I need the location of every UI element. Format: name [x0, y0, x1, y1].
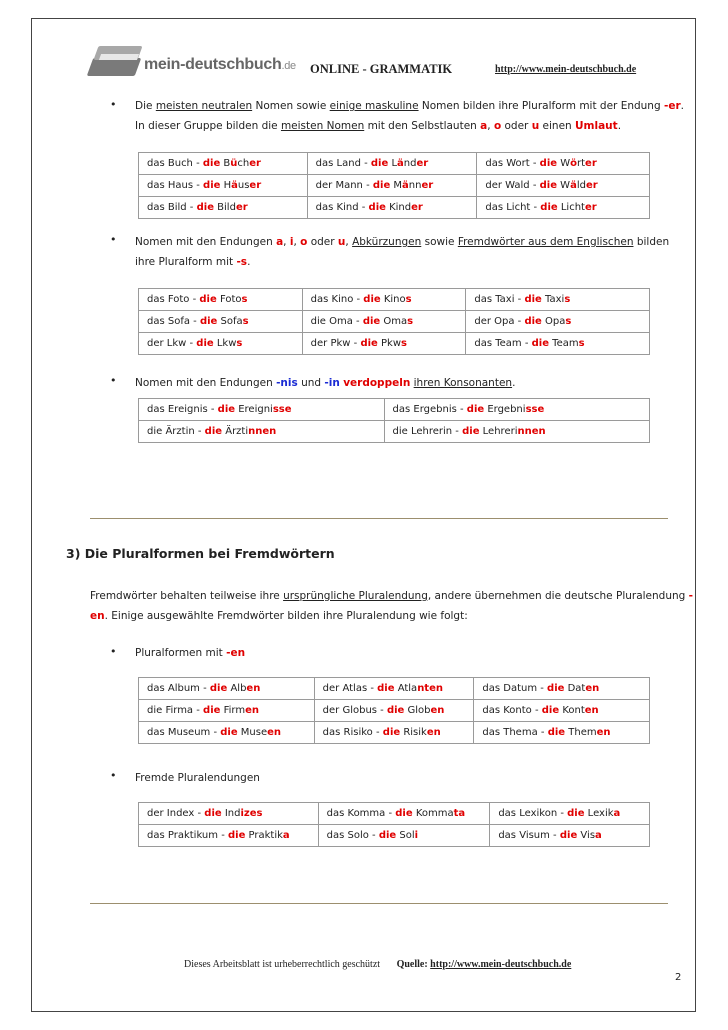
text-span: der Lkw - — [147, 338, 197, 349]
text-span: Team — [549, 338, 579, 349]
text-span: ä — [397, 158, 404, 169]
text-span: die — [547, 727, 566, 738]
text-span: er — [411, 202, 423, 213]
text-span: die — [209, 683, 228, 694]
table-row — [139, 175, 650, 197]
text-span: die — [466, 404, 485, 415]
text-span: das Praktikum - — [147, 830, 228, 841]
text-span: o — [300, 236, 308, 248]
text-span: das Komma - — [326, 808, 396, 819]
foreign-intro-line1 — [90, 589, 693, 603]
source-url-link[interactable]: http://www.mein-deutschbuch.de — [430, 959, 572, 970]
text-span: die Firma - — [147, 705, 204, 716]
text-span: bilden — [633, 236, 670, 248]
text-span: izes — [240, 808, 263, 819]
text-span: ä — [231, 180, 238, 191]
text-span: die — [524, 294, 542, 305]
text-span: Praktik — [245, 830, 283, 841]
text-span: -in — [324, 377, 340, 389]
page-number: 2 — [675, 972, 682, 983]
text-span: mit den Selbstlauten — [364, 120, 481, 132]
text-span: das Thema - — [482, 727, 548, 738]
text-span: der Pkw - — [310, 338, 361, 349]
table-cell — [139, 421, 385, 443]
text-span: M — [390, 180, 403, 191]
text-span: das Visum - — [498, 830, 560, 841]
rule-s-line1 — [135, 235, 669, 249]
text-span: ü — [230, 158, 238, 169]
table-cell — [139, 399, 385, 421]
text-span: W — [557, 180, 571, 191]
text-span: -nis — [276, 377, 298, 389]
table-cell — [302, 333, 466, 355]
table-cell — [139, 700, 315, 722]
rule-nis-in — [135, 376, 515, 390]
section-heading: 3) Die Pluralformen bei Fremdwörtern — [66, 546, 335, 561]
text-span: . — [617, 120, 622, 132]
table-cell — [139, 825, 319, 847]
text-span: er — [416, 158, 429, 169]
text-span: Lehreri — [479, 426, 518, 437]
text-span: nd — [403, 158, 417, 169]
text-span: die — [377, 683, 395, 694]
text-span: s — [405, 294, 412, 305]
text-span: einige maskuline — [329, 100, 419, 112]
text-span: en — [245, 705, 259, 716]
table-row — [139, 700, 650, 722]
text-span: Dat — [564, 683, 586, 694]
divider — [90, 903, 668, 904]
text-span: die — [362, 316, 381, 327]
text-span: nnen — [248, 426, 277, 437]
text-span: verdoppeln — [343, 377, 411, 389]
text-span: er — [421, 180, 434, 191]
text-span: en — [267, 727, 282, 738]
text-span: nnen — [517, 426, 546, 437]
text-span: und — [297, 377, 325, 389]
divider — [90, 518, 668, 519]
text-span: die — [202, 158, 221, 169]
text-span: die — [196, 202, 214, 213]
text-span: er — [249, 180, 262, 191]
text-span: a — [595, 830, 602, 841]
table-cell — [474, 678, 650, 700]
text-span: ursprüngliche Pluralendung — [283, 590, 428, 602]
text-span: Bild — [213, 202, 236, 213]
text-span: -en — [226, 647, 246, 659]
text-span: das Kind - — [315, 202, 369, 213]
text-span: der Mann - — [315, 180, 373, 191]
text-span: das Wort - — [485, 158, 540, 169]
text-span: Sofa — [217, 316, 243, 327]
text-span: die — [547, 683, 565, 694]
table-cell — [302, 289, 466, 311]
table-cell — [474, 700, 650, 722]
text-span: Atla — [394, 683, 418, 694]
source-label: Quelle: — [396, 959, 428, 970]
table-cell — [139, 803, 319, 825]
text-span: s — [401, 338, 407, 349]
text-span: Kind — [385, 202, 412, 213]
text-span: a — [276, 236, 284, 248]
table-cell — [139, 289, 303, 311]
text-span: B — [220, 158, 231, 169]
text-span: Oma — [380, 316, 408, 327]
table-cell — [139, 722, 315, 744]
table-cell — [477, 197, 650, 219]
text-span: , — [487, 120, 494, 132]
table-row — [139, 399, 650, 421]
text-span: das Sofa - — [147, 316, 200, 327]
text-span: s — [407, 316, 414, 327]
rule-er-line1 — [135, 99, 684, 113]
text-span: ld — [576, 180, 586, 191]
text-span: u — [337, 236, 346, 248]
text-span: die — [370, 158, 389, 169]
bullet-icon: • — [110, 98, 117, 111]
text-span: die — [204, 426, 223, 437]
text-span: us — [237, 180, 250, 191]
text-span: der Opa - — [474, 316, 525, 327]
text-span: die — [559, 830, 578, 841]
text-span: der Index - — [147, 808, 205, 819]
text-span: i — [414, 830, 419, 841]
text-span: s — [241, 294, 248, 305]
text-span: Pluralformen mit — [135, 647, 227, 659]
text-span: die — [372, 180, 391, 191]
table-row — [139, 678, 650, 700]
text-span: . — [247, 256, 251, 268]
text-span: i — [289, 236, 294, 248]
text-span: o — [493, 120, 502, 132]
books-logo-icon — [90, 44, 142, 76]
text-span: die Ärztin - — [147, 426, 205, 437]
text-span: s — [236, 338, 243, 349]
table-er — [138, 152, 650, 219]
logo-text: mein-deutschbuch.de — [144, 56, 296, 73]
bullet-icon: • — [110, 374, 117, 387]
table-cell — [314, 722, 474, 744]
text-span: ö — [570, 158, 577, 169]
text-span: a — [282, 830, 290, 841]
table-cell — [466, 311, 650, 333]
table-cell — [466, 333, 650, 355]
table-cell — [307, 175, 477, 197]
text-span: , — [283, 236, 290, 248]
text-span: er — [584, 202, 597, 213]
text-span: , — [345, 236, 353, 248]
text-span: s — [564, 294, 571, 305]
text-span: s — [565, 316, 572, 327]
text-span: ch — [237, 158, 250, 169]
table-cell — [318, 803, 490, 825]
text-span: die — [541, 705, 560, 716]
text-span: das Land - — [315, 158, 371, 169]
text-span: sse — [525, 404, 545, 415]
text-span: die — [567, 808, 585, 819]
text-span: en — [426, 727, 441, 738]
text-span: . — [680, 100, 684, 112]
table-row — [139, 722, 650, 744]
text-span: u — [531, 120, 540, 132]
text-span: Glob — [404, 705, 431, 716]
text-span: Kont — [559, 705, 585, 716]
text-span: ihre Pluralform mit — [135, 256, 237, 268]
table-cell — [477, 175, 650, 197]
copyright-notice: Dieses Arbeitsblatt ist urheberrechtlich geschützt — [184, 959, 381, 970]
text-span: Nomen mit den Endungen — [135, 377, 277, 389]
text-span: Lexik — [584, 808, 614, 819]
text-span: das Haus - — [147, 180, 204, 191]
table-row — [139, 197, 650, 219]
text-span: die — [220, 727, 238, 738]
text-span: oder — [307, 236, 338, 248]
text-span: a — [613, 808, 621, 819]
text-span: die — [227, 830, 246, 841]
text-span: das Taxi - — [474, 294, 525, 305]
text-span: Licht — [557, 202, 585, 213]
table-cell — [314, 700, 474, 722]
text-span: die — [386, 705, 405, 716]
text-span: . Einige ausgewählte Fremdwörter bilden ihre Pluralendung wie folgt: — [104, 610, 468, 622]
table-row — [139, 803, 650, 825]
bullet-icon: • — [110, 233, 117, 246]
text-span: das Album - — [147, 683, 210, 694]
text-span: die — [462, 426, 480, 437]
text-span: die Lehrerin - — [392, 426, 463, 437]
text-span: das Risiko - — [322, 727, 383, 738]
table-cell — [139, 153, 308, 175]
table-cell — [477, 153, 650, 175]
text-span: , — [293, 236, 301, 248]
bullet-icon: • — [110, 769, 117, 782]
table-nis-in — [138, 398, 650, 443]
text-span: das Ergebnis - — [392, 404, 467, 415]
text-span: nten — [417, 683, 443, 694]
text-span: ä — [570, 180, 577, 191]
text-span: die — [196, 338, 214, 349]
page-header — [86, 42, 666, 82]
table-row — [139, 333, 650, 355]
text-span: Ind — [221, 808, 241, 819]
text-span: Fremdwörter behalten teilweise ihre — [90, 590, 284, 602]
text-span: nn — [408, 180, 422, 191]
text-span: Nomen bilden ihre Pluralform mit der Endung — [418, 100, 664, 112]
table-row — [139, 311, 650, 333]
text-span: er — [585, 158, 597, 169]
text-span: das Licht - — [485, 202, 541, 213]
text-span: der Globus - — [322, 705, 387, 716]
text-span: einen — [539, 120, 576, 132]
text-span: Foto — [216, 294, 242, 305]
header-title: ONLINE - GRAMMATIK — [310, 62, 453, 76]
text-span: die — [363, 294, 381, 305]
text-span: die — [382, 727, 401, 738]
text-span: Taxi — [541, 294, 565, 305]
text-span: Nomen mit den Endungen — [135, 236, 277, 248]
text-span: Muse — [237, 727, 268, 738]
text-span: ihren Konsonanten — [413, 377, 513, 389]
table-cell — [139, 311, 303, 333]
text-span: das Buch - — [147, 158, 203, 169]
text-span: Opa — [541, 316, 566, 327]
table-cell — [384, 421, 649, 443]
text-span: die — [540, 202, 558, 213]
text-span: en — [596, 727, 611, 738]
text-span: er — [585, 180, 598, 191]
table-cell — [490, 803, 650, 825]
text-span: die — [531, 338, 549, 349]
text-span: die — [378, 830, 397, 841]
text-span: die — [203, 705, 221, 716]
text-span: en — [430, 705, 445, 716]
text-span: die — [203, 180, 221, 191]
text-span: er — [249, 158, 261, 169]
text-span: Fremde Pluralendungen — [135, 772, 260, 784]
text-span: Die — [135, 100, 156, 112]
text-span: . — [512, 377, 516, 389]
text-span: en — [90, 610, 105, 622]
text-span: meisten neutralen — [155, 100, 253, 112]
table-row — [139, 289, 650, 311]
table-cell — [139, 678, 315, 700]
text-span: Pkw — [377, 338, 401, 349]
text-span: Lkw — [213, 338, 237, 349]
text-span: a — [480, 120, 488, 132]
text-span: Sol — [396, 830, 415, 841]
text-span: en — [584, 705, 599, 716]
text-span: s — [578, 338, 585, 349]
text-span: die Oma - — [310, 316, 363, 327]
text-span: Abkürzungen — [352, 236, 422, 248]
text-span: W — [557, 158, 571, 169]
text-span: die — [199, 294, 217, 305]
text-span: Nomen sowie — [252, 100, 330, 112]
text-span: s — [242, 316, 249, 327]
text-span: das Museum - — [147, 727, 221, 738]
text-span: das Kino - — [310, 294, 364, 305]
text-span: die — [524, 316, 542, 327]
text-span: -s — [236, 256, 248, 268]
text-span: -er — [663, 100, 681, 112]
text-span: die — [217, 404, 236, 415]
rule-foreign — [135, 771, 260, 785]
rule-er-line2 — [135, 119, 621, 133]
text-span: meisten Nomen — [280, 120, 365, 132]
text-span: sse — [272, 404, 292, 415]
text-span: er — [235, 202, 248, 213]
rule-en — [135, 646, 245, 660]
text-span: Fremdwörter aus dem Englischen — [457, 236, 634, 248]
text-span: Ereigni — [235, 404, 273, 415]
text-span: ta — [453, 808, 466, 819]
text-span: das Team - — [474, 338, 532, 349]
table-cell — [307, 197, 477, 219]
text-span: das Bild - — [147, 202, 197, 213]
table-cell — [307, 153, 477, 175]
text-span: sowie — [421, 236, 458, 248]
table-cell — [384, 399, 649, 421]
table-foreign — [138, 802, 650, 847]
text-span: die — [395, 808, 413, 819]
text-span: das Konto - — [482, 705, 542, 716]
text-span: der Atlas - — [322, 683, 378, 694]
table-cell — [139, 197, 308, 219]
table-s — [138, 288, 650, 355]
text-span: die — [368, 202, 386, 213]
text-span: , andere übernehmen die deutsche Pluralendung — [427, 590, 689, 602]
text-span: der Wald - — [485, 180, 540, 191]
text-span: ä — [402, 180, 409, 191]
text-span: die — [539, 180, 557, 191]
text-span: Umlaut — [575, 120, 618, 132]
footer — [184, 959, 571, 970]
text-span: Them — [565, 727, 597, 738]
text-span: die — [204, 808, 222, 819]
table-cell — [302, 311, 466, 333]
text-span: das Lexikon - — [498, 808, 568, 819]
text-span: H — [220, 180, 232, 191]
text-span: Kino — [380, 294, 406, 305]
text-span: In dieser Gruppe bilden die — [135, 120, 281, 132]
table-cell — [474, 722, 650, 744]
text-span: Risik — [400, 727, 427, 738]
text-span: - — [688, 590, 694, 602]
text-span: das Foto - — [147, 294, 200, 305]
text-span: Ergebni — [484, 404, 526, 415]
text-span: die — [360, 338, 378, 349]
text-span: Ärzti — [222, 426, 249, 437]
text-span: en — [585, 683, 600, 694]
text-span: oder — [501, 120, 532, 132]
table-row — [139, 825, 650, 847]
text-span: en — [246, 683, 261, 694]
rule-s-line2 — [135, 255, 250, 269]
text-span: Vis — [577, 830, 596, 841]
table-cell — [466, 289, 650, 311]
text-span: die — [199, 316, 218, 327]
foreign-intro-line2 — [90, 609, 468, 623]
text-span: Komma — [412, 808, 454, 819]
table-cell — [139, 175, 308, 197]
text-span: das Solo - — [326, 830, 379, 841]
table-cell — [139, 333, 303, 355]
text-span: Firm — [220, 705, 246, 716]
table-en — [138, 677, 650, 744]
text-span: L — [388, 158, 398, 169]
text-span: rt — [576, 158, 586, 169]
table-cell — [490, 825, 650, 847]
text-span: die — [539, 158, 558, 169]
table-cell — [318, 825, 490, 847]
table-cell — [314, 678, 474, 700]
table-row — [139, 421, 650, 443]
text-span: das Ereignis - — [147, 404, 218, 415]
bullet-icon: • — [110, 645, 117, 658]
table-row — [139, 153, 650, 175]
text-span: das Datum - — [482, 683, 548, 694]
header-url-link[interactable]: http://www.mein-deutschbuch.de — [495, 64, 637, 75]
text-span: Alb — [227, 683, 247, 694]
